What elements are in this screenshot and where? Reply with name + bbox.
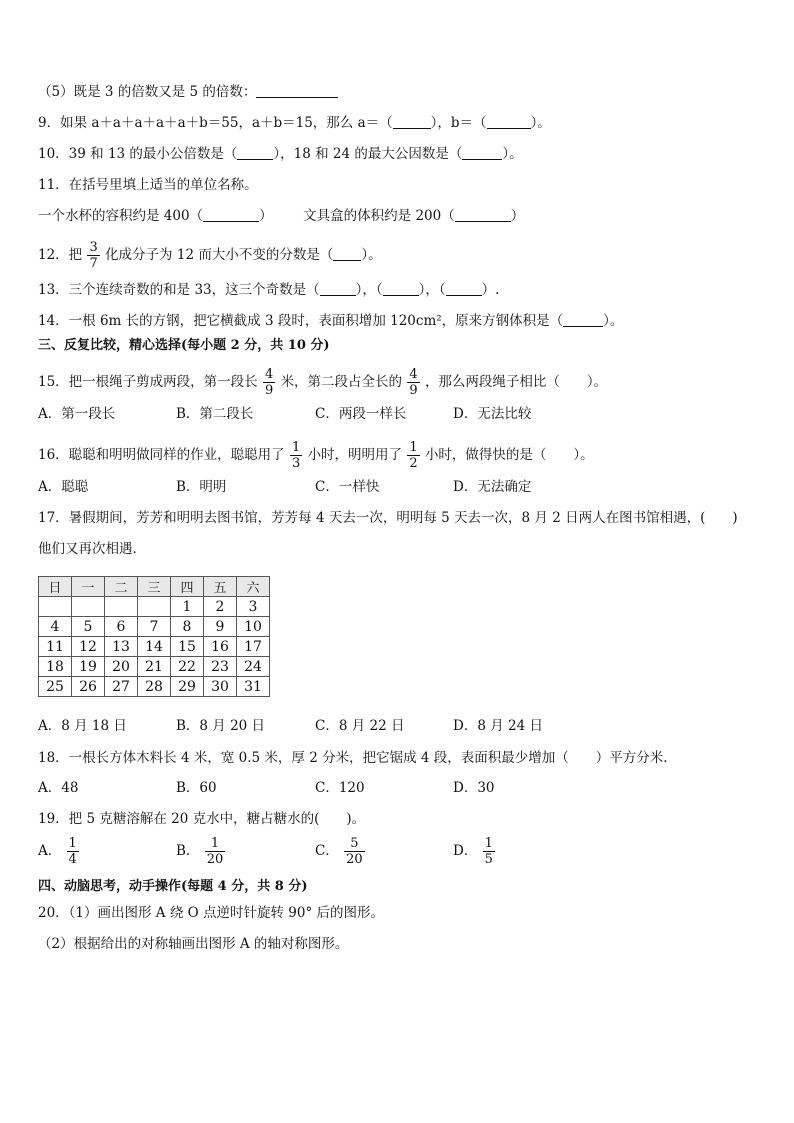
question-12: 12．把 $\frac{3}{7}$ 化成分子为 12 而大小不变的分数是（ ）。 — [38, 240, 382, 271]
date-cell: 3 — [237, 597, 270, 617]
question-19: 19．把 5 克糖溶解在 20 克水中，糖占糖水的( )。 — [38, 811, 366, 827]
question-5: （5）既是 3 的倍数又是 5 的倍数： — [38, 82, 338, 102]
answer-blank[interactable] — [333, 246, 361, 261]
date-cell: 7 — [138, 617, 171, 637]
option-c[interactable]: C．两段一样长 — [315, 406, 407, 422]
question-18: 18．一根长方体木料长 4 米，宽 0.5 米，厚 2 分米，把它锯成 4 段，表面积最少增加（ ）平方分米. — [38, 750, 668, 766]
date-cell: 17 — [237, 637, 270, 657]
weekday-cell: 五 — [204, 577, 237, 597]
date-cell: 27 — [105, 677, 138, 697]
date-cell: 13 — [105, 637, 138, 657]
date-cell: 23 — [204, 657, 237, 677]
fraction: $\frac{1}{2}$ — [409, 440, 418, 471]
answer-blank[interactable] — [446, 281, 482, 296]
option-b[interactable]: B．第二段长 — [176, 406, 254, 422]
calendar-header-row — [39, 577, 270, 597]
answer-blank[interactable] — [455, 207, 511, 222]
fraction: $\frac{1}{4}$ — [68, 836, 77, 867]
option-b[interactable]: B．明明 — [176, 479, 227, 495]
option-a[interactable]: A．48 — [38, 780, 79, 796]
date-cell: 14 — [138, 637, 171, 657]
calendar-table — [38, 576, 270, 697]
fraction: $\frac{4}{9}$ — [264, 367, 274, 398]
date-cell: 9 — [204, 617, 237, 637]
option-c[interactable]: C． $\frac{5}{20}$ — [315, 836, 363, 867]
question-9: 9．如果 a＋a＋a＋a＋a＋b＝55，a＋b＝15，那么 a＝（ ），b＝（ ）。 — [38, 115, 551, 131]
weekday-cell: 四 — [171, 577, 204, 597]
answer-blank[interactable] — [203, 207, 259, 222]
fraction: $\frac{3}{7}$ — [89, 240, 98, 271]
date-cell: 20 — [105, 657, 138, 677]
weekday-cell: 三 — [138, 577, 171, 597]
option-c[interactable]: C．一样快 — [315, 479, 380, 495]
option-d[interactable]: D．无法比较 — [453, 406, 532, 422]
option-a[interactable]: A．聪聪 — [38, 479, 89, 495]
date-cell: 22 — [171, 657, 204, 677]
date-cell — [39, 597, 72, 617]
fraction: $\frac{1}{3}$ — [291, 440, 301, 471]
date-cell: 1 — [171, 597, 204, 617]
date-cell: 19 — [72, 657, 105, 677]
answer-blank[interactable] — [256, 83, 338, 98]
date-cell: 29 — [171, 677, 204, 697]
answer-blank[interactable] — [563, 312, 603, 327]
date-cell: 11 — [39, 637, 72, 657]
date-cell: 18 — [39, 657, 72, 677]
option-a[interactable]: A． $\frac{1}{4}$ — [38, 836, 77, 867]
calendar-week-row — [39, 637, 270, 657]
date-cell: 31 — [237, 677, 270, 697]
date-cell: 28 — [138, 677, 171, 697]
answer-blank[interactable] — [487, 114, 531, 129]
question-10: 10．39 和 13 的最小公倍数是（ ），18 和 24 的最大公因数是（ ）。 — [38, 146, 523, 162]
answer-blank[interactable] — [237, 145, 273, 160]
option-c[interactable]: C．8 月 22 日 — [315, 718, 405, 734]
fraction: $\frac{1}{5}$ — [484, 836, 493, 867]
date-cell: 10 — [237, 617, 270, 637]
weekday-cell: 六 — [237, 577, 270, 597]
weekday-cell: 一 — [72, 577, 105, 597]
calendar-week-row — [39, 617, 270, 637]
option-b[interactable]: B．60 — [176, 780, 217, 796]
date-cell: 12 — [72, 637, 105, 657]
answer-blank[interactable] — [393, 114, 431, 129]
date-cell — [138, 597, 171, 617]
option-d[interactable]: D．8 月 24 日 — [453, 718, 543, 734]
date-cell: 15 — [171, 637, 204, 657]
question-11: 11．在括号里填上适当的单位名称。 — [38, 177, 258, 193]
question-15: 15．把一根绳子剪成两段，第一段长 $\frac{4}{9}$ 米，第二段占全长的 $\frac{4}{9}$ ，那么两段绳子相比（ ）。 — [38, 367, 608, 398]
section-3-heading: 三、反复比较，精心选择(每小题 2 分，共 10 分) — [38, 338, 330, 353]
question-20-part1: 20．（1）画出图形 A 绕 O 点逆时针旋转 90° 后的图形。 — [38, 905, 385, 921]
option-d[interactable]: D．无法确定 — [453, 479, 532, 495]
calendar-week-row — [39, 657, 270, 677]
option-b[interactable]: B．8 月 20 日 — [176, 718, 266, 734]
calendar-week-row — [39, 597, 270, 617]
fraction: $\frac{4}{9}$ — [409, 367, 418, 398]
answer-blank[interactable] — [320, 281, 356, 296]
date-cell: 6 — [105, 617, 138, 637]
date-cell: 5 — [72, 617, 105, 637]
question-17: 17．暑假期间，芳芳和明明去图书馆，芳芳每 4 天去一次，明明每 5 天去一次，8 月 2 日两人在图书馆相遇，( ) — [38, 510, 738, 526]
date-cell: 16 — [204, 637, 237, 657]
question-14: 14．一根 6m 长的方钢，把它横截成 3 段时，表面积增加 120cm²，原来方钢体积是（ ）。 — [38, 313, 624, 329]
question-17-cont: 他们又再次相遇． — [38, 541, 146, 557]
date-cell — [105, 597, 138, 617]
calendar-week-row — [39, 677, 270, 697]
weekday-cell: 日 — [39, 577, 72, 597]
date-cell: 2 — [204, 597, 237, 617]
date-cell: 30 — [204, 677, 237, 697]
date-cell: 25 — [39, 677, 72, 697]
answer-blank[interactable] — [462, 145, 502, 160]
date-cell: 24 — [237, 657, 270, 677]
question-11-items: 一个水杯的容积约是 400（ ） 文具盒的体积约是 200（ ） — [38, 208, 525, 224]
answer-blank[interactable] — [383, 281, 419, 296]
option-a[interactable]: A．8 月 18 日 — [38, 718, 127, 734]
date-cell: 21 — [138, 657, 171, 677]
question-16: 16．聪聪和明明做同样的作业，聪聪用了 $\frac{1}{3}$ 小时，明明用了 $\frac{1}{2}$ 小时，做得快的是（ ）。 — [38, 440, 594, 471]
fraction: $\frac{5}{20}$ — [346, 836, 363, 867]
date-cell: 8 — [171, 617, 204, 637]
date-cell — [72, 597, 105, 617]
date-cell: 4 — [39, 617, 72, 637]
option-d[interactable]: D．30 — [453, 780, 495, 796]
date-cell: 26 — [72, 677, 105, 697]
option-d[interactable]: D． $\frac{1}{5}$ — [453, 836, 493, 867]
weekday-cell: 二 — [105, 577, 138, 597]
option-c[interactable]: C．120 — [315, 780, 365, 796]
option-a[interactable]: A．第一段长 — [38, 406, 116, 422]
question-20-part2: （2）根据给出的对称轴画出图形 A 的轴对称图形。 — [38, 936, 349, 952]
question-13: 13．三个连续奇数的和是 33，这三个奇数是（ ），（ ），（ ）. — [38, 282, 500, 298]
option-b[interactable]: B． $\frac{1}{20}$ — [176, 836, 224, 867]
fraction: $\frac{1}{20}$ — [206, 836, 224, 867]
section-4-heading: 四、动脑思考，动手操作(每题 4 分，共 8 分) — [38, 879, 308, 894]
